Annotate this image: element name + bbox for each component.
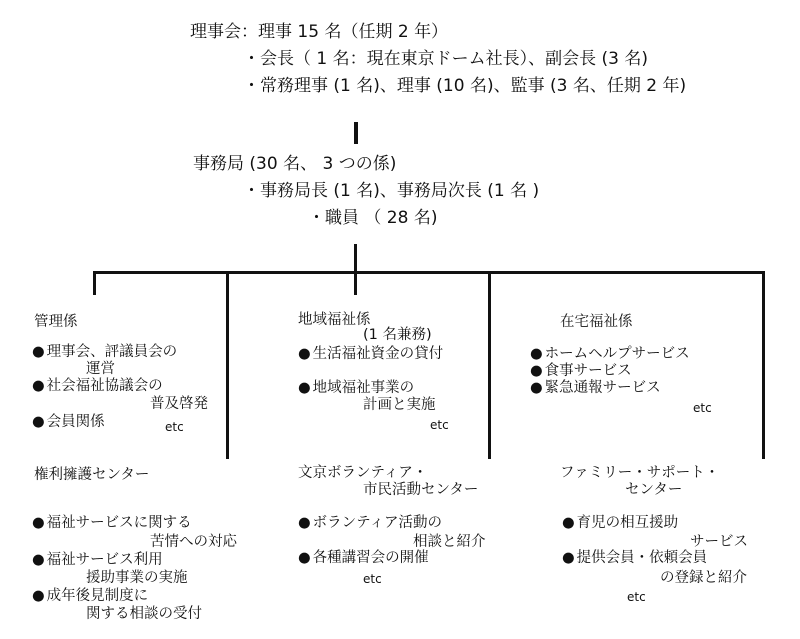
item-line-1: ボランティア活動の [312, 515, 442, 531]
section-chiiki-note: (1 名兼務) [363, 327, 432, 343]
item-line-1: 各種講習会の開催 [312, 550, 429, 566]
list-item [32, 515, 192, 532]
list-item [32, 344, 177, 361]
list-item-cont: サービス [690, 534, 748, 550]
list-item [530, 380, 661, 397]
list-item [298, 515, 442, 532]
list-item-cont: 援助事業の実施 [86, 570, 188, 586]
list-item [298, 380, 414, 397]
divider-3 [762, 271, 765, 459]
list-item [298, 346, 443, 363]
item-line-1: 生活福祉資金の貸付 [312, 346, 444, 362]
branch-drop-2 [354, 271, 357, 295]
section-volunteer-title-1: 文京ボランティア・ [298, 465, 428, 481]
section-chiiki-title: 地域福祉係 [298, 312, 371, 328]
list-item [32, 414, 105, 431]
item-line-1: 緊急通報サービス [544, 380, 661, 396]
item-line-1: 福祉サービス利用 [46, 552, 163, 568]
board-title: 理事会：理事 15 名（任期 2 年） [190, 22, 449, 42]
branch-drop-1 [93, 271, 96, 295]
section-kenri-title: 権利擁護センター [34, 467, 150, 483]
list-item-cont: 運営 [86, 361, 115, 377]
list-item [32, 552, 163, 569]
item-line-1: 福祉サービスに関する [46, 515, 192, 531]
section-family-title-2: センター [625, 482, 683, 498]
list-item-cont: 計画と実施 [363, 397, 436, 413]
board-line-2: ・常務理事 (1 名)、理事 (10 名)、監事 (3 名、任期 2 年) [243, 76, 687, 96]
item-line-1: 会員関係 [46, 414, 105, 430]
item-line-1: ホームヘルプサービス [544, 346, 690, 362]
connector-board-office [354, 122, 358, 144]
list-item [298, 550, 429, 567]
section-family-title-1: ファミリー・サポート・ [560, 465, 720, 481]
etc-label: etc [627, 590, 646, 604]
office-line-2: ・職員 （ 28 名) [308, 208, 438, 228]
list-item-cont: 相談と紹介 [413, 534, 486, 550]
list-item-cont: の登録と紹介 [660, 570, 747, 586]
etc-label: etc [693, 401, 712, 415]
etc-label: etc [430, 418, 449, 432]
etc-label: etc [363, 572, 382, 586]
item-line-1: 理事会、評議員会の [46, 344, 178, 360]
section-volunteer-title-2: 市民活動センター [363, 482, 479, 498]
item-line-1: 食事サービス [544, 363, 632, 379]
trunk-line [354, 244, 357, 272]
item-line-1: 育児の相互援助 [576, 515, 679, 531]
item-line-1: 成年後見制度に [46, 588, 149, 604]
divider-1 [226, 271, 229, 459]
list-item [530, 363, 632, 380]
list-item [562, 550, 707, 567]
list-item [32, 588, 148, 605]
branch-horizontal-line [93, 271, 764, 274]
office-title: 事務局 (30 名、 3 つの係) [193, 154, 397, 174]
list-item [562, 515, 678, 532]
list-item-cont: 普及啓発 [150, 396, 208, 412]
list-item [530, 346, 690, 363]
section-zaitaku-title: 在宅福祉係 [560, 314, 633, 330]
list-item [32, 378, 163, 395]
item-line-1: 提供会員・依頼会員 [576, 550, 708, 566]
etc-label: etc [165, 420, 184, 434]
list-item-cont: 苦情への対応 [150, 534, 237, 550]
board-line-1: ・会長（ 1 名：現在東京ドーム社長）、副会長 (3 名) [243, 49, 649, 69]
office-line-1: ・事務局長 (1 名)、事務局次長 (1 名 ) [243, 181, 540, 201]
item-line-1: 地域福祉事業の [312, 380, 415, 396]
section-kanri-title: 管理係 [34, 314, 78, 330]
item-line-1: 社会福祉協議会の [46, 378, 163, 394]
list-item-cont: 関する相談の受付 [86, 606, 202, 622]
divider-2 [488, 271, 491, 459]
